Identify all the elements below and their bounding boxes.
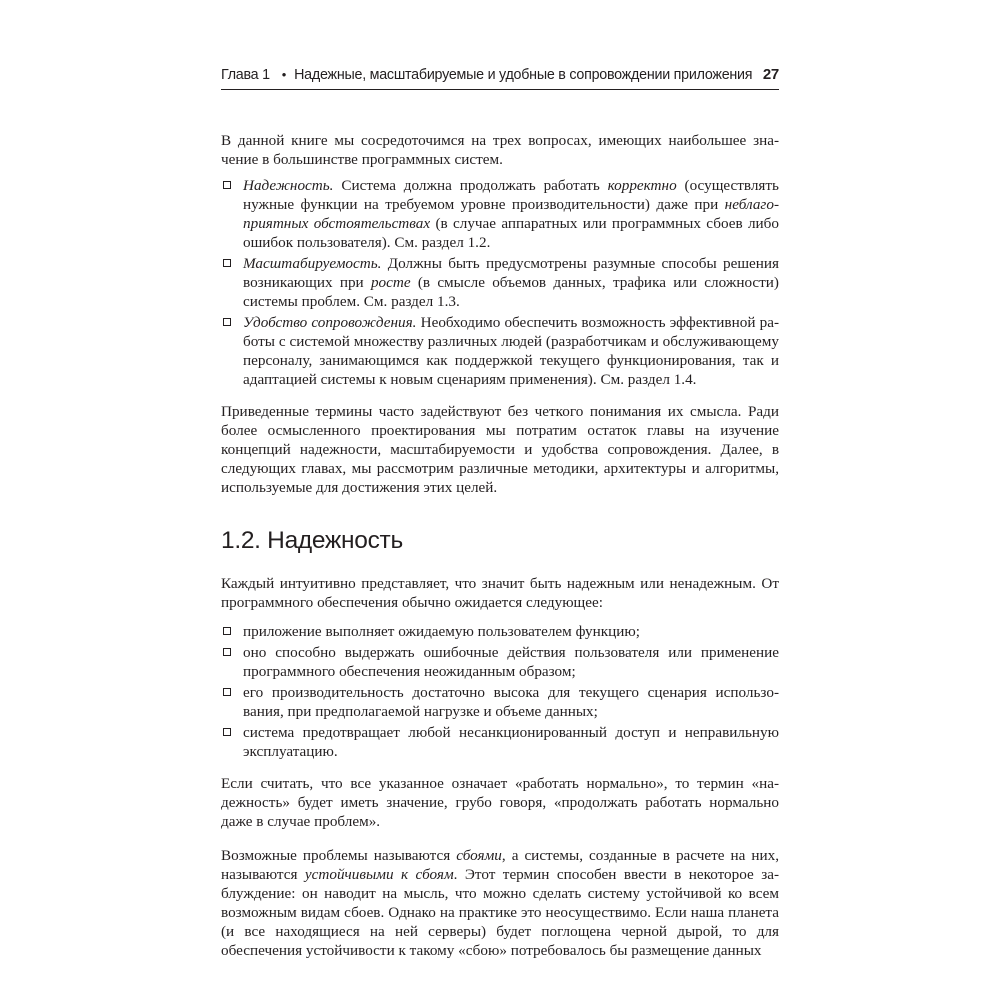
list-text: (осуществлять нужные функции на требуемом уровне производительности) даже при xyxy=(243,177,779,213)
emphasis-text: сбоями xyxy=(456,847,502,864)
emphasis-text: неблагоприятных обстоятельствах xyxy=(243,196,779,232)
bullet-separator: • xyxy=(281,67,287,82)
list-item xyxy=(221,622,779,641)
normal-work-paragraph: Если считать, что все указанное означает «работать нормально», то термин «надежность» будет иметь значение, грубо говоря, «продолжать работать нормально даже в случае проблем». xyxy=(221,775,779,830)
paragraph-text: Возможные проблемы называются xyxy=(221,847,457,864)
page-body xyxy=(221,131,779,960)
list-item xyxy=(221,683,779,721)
emphasis-text: росте xyxy=(370,274,411,291)
key-concerns-list xyxy=(221,176,779,389)
list-item-reliability xyxy=(221,176,779,252)
term-scalability: Масштабируемость. xyxy=(243,255,382,272)
intro-paragraph: В данной книге мы сосредоточимся на трех вопросах, имеющих наибольшее значение в большинстве программных систем. xyxy=(221,132,779,168)
list-item-maintainability xyxy=(221,313,779,389)
term-maintainability: Удобство сопровождения. xyxy=(243,314,417,331)
faults-paragraph xyxy=(221,846,779,960)
running-header xyxy=(221,62,779,90)
terms-paragraph: Приведенные термины часто задействуют без четкого понимания их смысла. Ради более осмысленного проектирования мы потратим остаток главы на изучение концепций надежности, масштабируемости и удобства сопровождения. Далее, в следующих главах, мы рассмотрим различные методики, архитектуры и алгоритмы, используемые для достижения этих целей. xyxy=(221,403,779,496)
list-text: Необходимо обеспечить возможность эффективной работы с системой множеству различных людей (разработчикам и обслуживающему персоналу, занимающимся как поддержкой текущего функционирования, так и адаптацией системы к новым сценариям применения). См. раздел 1.4. xyxy=(243,314,779,388)
list-text: его производительность достаточно высока для текущего сценария использования, при предполагаемой нагрузке и объеме данных; xyxy=(243,684,779,720)
list-text: приложение выполняет ожидаемую пользователем функцию; xyxy=(243,623,640,640)
paragraph-text: , а системы, созданные в расчете на них, называются xyxy=(221,847,779,883)
list-text: Должны быть предусмотрены разумные способы решения возникающих при xyxy=(243,255,779,291)
checkbox-bullet-icon xyxy=(223,728,231,736)
checkbox-bullet-icon xyxy=(223,259,231,267)
book-page xyxy=(221,62,779,960)
section-intro-paragraph: Каждый интуитивно представляет, что значит быть надежным или ненадежным. От программного обеспечения обычно ожидается следующее: xyxy=(221,575,779,611)
checkbox-bullet-icon xyxy=(223,627,231,635)
list-text: Система должна продолжать работать xyxy=(333,177,608,194)
list-text: (в случае аппаратных или программных сбоев либо ошибок пользователя). См. раздел 1.2. xyxy=(243,215,779,251)
chapter-title: Надежные, масштабируемые и удобные в сопровождении приложения xyxy=(294,67,753,83)
section-heading: 1.2. Надежность xyxy=(221,527,403,554)
checkbox-bullet-icon xyxy=(223,318,231,326)
list-item-scalability xyxy=(221,254,779,311)
page-number: 27 xyxy=(762,66,779,83)
emphasis-text: устойчивыми к сбоям xyxy=(304,866,454,883)
chapter-label: Глава 1 xyxy=(221,67,270,83)
list-text: оно способно выдержать ошибочные действия пользователя или применение программного обеспечения неожиданным образом; xyxy=(243,644,779,680)
checkbox-bullet-icon xyxy=(223,181,231,189)
list-item xyxy=(221,723,779,761)
emphasis-text: корректно xyxy=(607,177,677,194)
expectations-list xyxy=(221,622,779,761)
list-item xyxy=(221,643,779,681)
paragraph-text: . Этот термин способен ввести в некоторое заблуждение: он наводит на мысль, что можно сделать систему устойчивой ко всем возможным видам сбоев. Однако на практике это неосуществимо. Если наша планета (и все находящиеся на ней серверы) будет поглощена черной дырой, то для обеспечения устойчивости к такому «сбою» потребовалось бы размещение данных xyxy=(221,866,779,959)
term-reliability: Надежность. xyxy=(243,177,334,194)
list-text: система предотвращает любой несанкционированный доступ и неправильную эксплуатацию. xyxy=(243,724,779,760)
checkbox-bullet-icon xyxy=(223,648,231,656)
list-text: (в смысле объемов данных, трафика или сложности) системы проблем. См. раздел 1.3. xyxy=(243,274,779,310)
checkbox-bullet-icon xyxy=(223,688,231,696)
